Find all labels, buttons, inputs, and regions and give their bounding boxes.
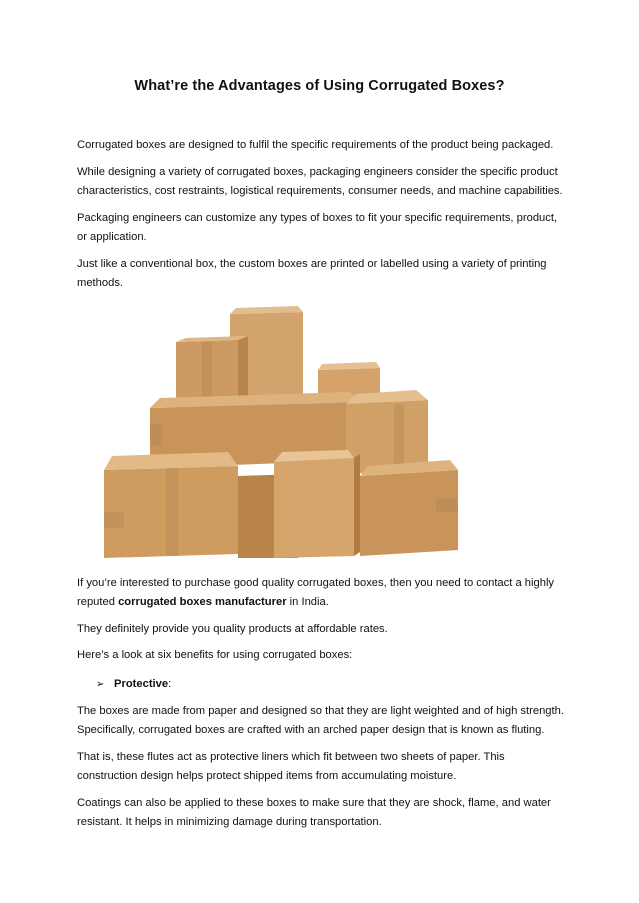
bullet-label: Protective [114,678,169,690]
box-front [274,450,360,558]
arrow-bullet-icon: ➢ [96,679,105,690]
intro-paragraph-2: While designing a variety of corrugated boxes, packaging engineers consider the specific product characteristics, cost restraints, logistical requirements, consumer needs, and machine capabilities. [77,166,563,197]
box-bottom-right [360,460,458,556]
contact-text-before: If you’re interested to purchase good quality corrugated boxes, then you need to contact a highly reputed [77,577,555,608]
intro-paragraph-3: Packaging engineers can customize any types of boxes to fit your specific requirements, product, or application. [77,212,558,243]
quality-paragraph: They definitely provide you quality products at affordable rates. [77,623,388,635]
manufacturer-link-text: corrugated boxes manufacturer [118,596,287,608]
corrugated-boxes-photo [98,300,478,572]
contact-paragraph [77,574,567,612]
benefits-intro: Here’s a look at six benefits for using corrugated boxes: [77,649,353,661]
box-bottom-left [104,452,238,558]
bullet-suffix: : [168,678,172,690]
intro-paragraph-4: Just like a conventional box, the custom boxes are printed or labelled using a variety of printing methods. [77,258,547,289]
intro-paragraph-1: Corrugated boxes are designed to fulfil the specific requirements of the product being packaged. [77,139,554,151]
body-paragraph-2: That is, these flutes act as protective liners which fit between two sheets of paper. This construction design helps protect shipped items from accumulating moisture. [77,751,505,782]
contact-text-after: in India. [286,596,329,608]
body-paragraph-1: The boxes are made from paper and designed so that they are light weighted and of high strength. Specifically, corrugated boxes are crafted with an arched paper design that is known as fluting. [77,705,564,736]
bullet-protective [96,675,171,694]
body-paragraph-3: Coatings can also be applied to these boxes to make sure that they are shock, flame, and water resistant. It helps in minimizing damage during transportation. [77,797,551,828]
page-title: What’re the Advantages of Using Corrugated Boxes? [134,78,505,94]
